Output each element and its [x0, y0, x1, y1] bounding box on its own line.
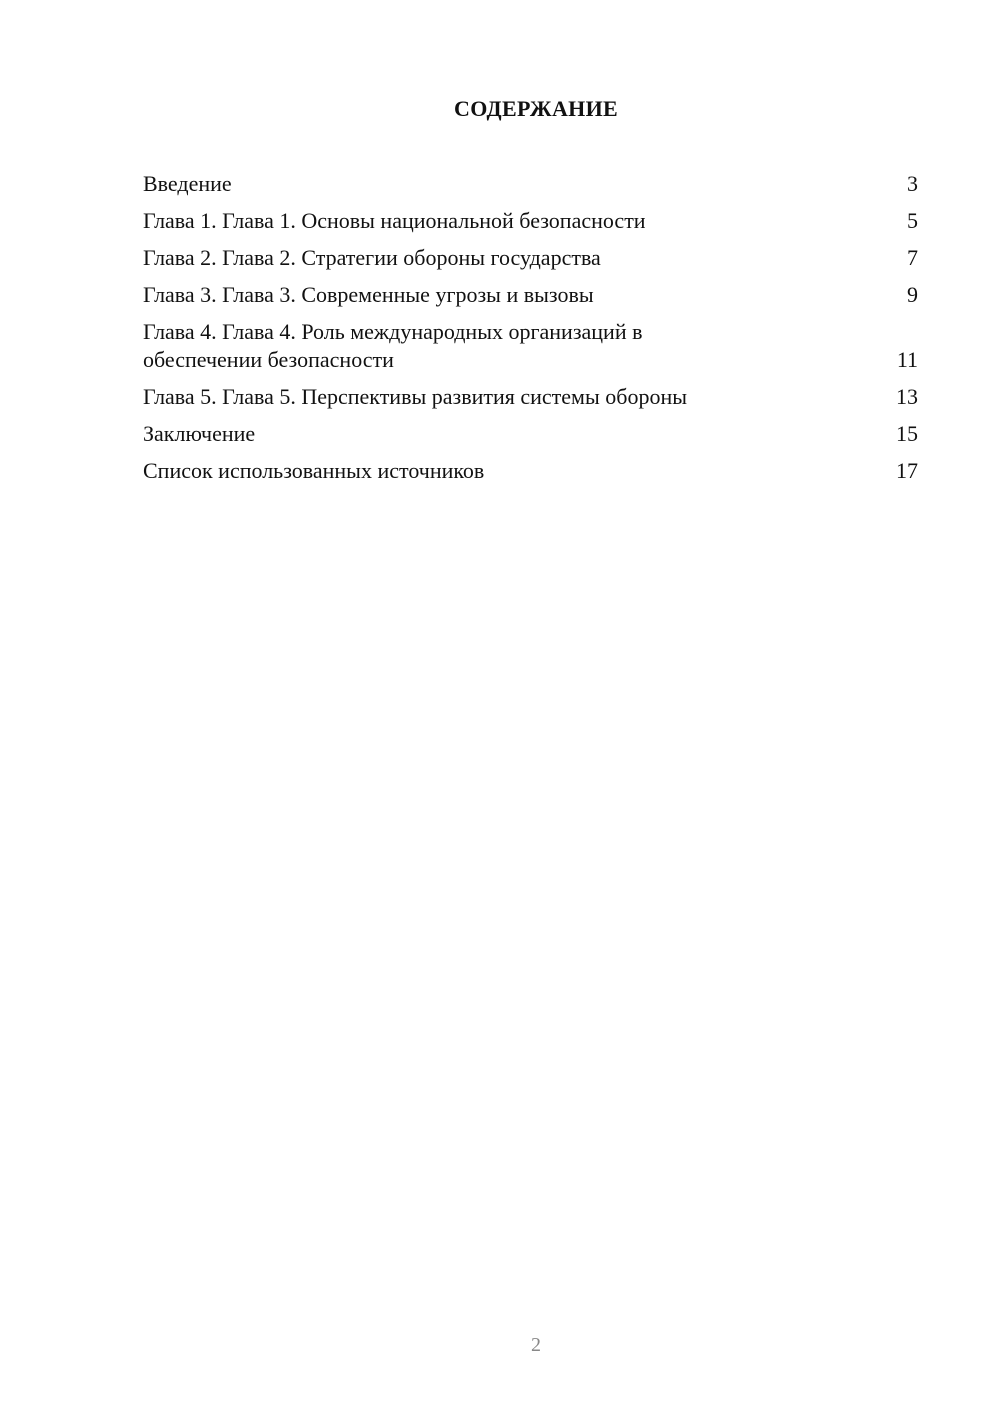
toc-entry-text: Глава 4. Глава 4. Роль международных организаций в обеспечении безопасности: [143, 319, 643, 372]
toc-entry-page: 9: [907, 282, 918, 307]
toc-entry-chapter-2[interactable]: [143, 244, 918, 272]
toc-entry-chapter-4[interactable]: [143, 318, 918, 374]
toc-entry-page: 5: [907, 208, 918, 233]
toc-entry-text: Глава 2. Глава 2. Стратегии обороны государства: [143, 245, 601, 270]
toc-entry-conclusion[interactable]: [143, 420, 918, 448]
page-number: 2: [531, 1334, 541, 1356]
toc-entry-text: Список использованных источников: [143, 458, 485, 483]
toc-entry-text: Заключение: [143, 421, 256, 446]
toc-entry-chapter-3[interactable]: [143, 281, 918, 309]
toc-entry-text: Глава 5. Глава 5. Перспективы развития системы обороны: [143, 384, 688, 409]
toc-entry-page: 17: [896, 458, 918, 483]
toc-entry-page: 13: [896, 384, 918, 409]
toc-entry-text: Глава 3. Глава 3. Современные угрозы и вызовы: [143, 282, 594, 307]
toc-entry-page: 7: [907, 245, 918, 270]
toc-entry-page: 3: [907, 171, 918, 196]
toc-entry-text: Введение: [143, 171, 232, 196]
toc-entry-chapter-1[interactable]: [143, 207, 918, 235]
toc-entry-references[interactable]: [143, 457, 918, 485]
page-title: СОДЕРЖАНИЕ: [454, 96, 618, 121]
table-of-contents: [143, 170, 918, 494]
toc-entry-page: 11: [896, 347, 918, 372]
toc-entry-text: Глава 1. Глава 1. Основы национальной безопасности: [143, 208, 646, 233]
toc-entry-page: 15: [896, 421, 918, 446]
toc-entry-introduction[interactable]: [143, 170, 918, 198]
toc-entry-chapter-5[interactable]: [143, 383, 918, 411]
